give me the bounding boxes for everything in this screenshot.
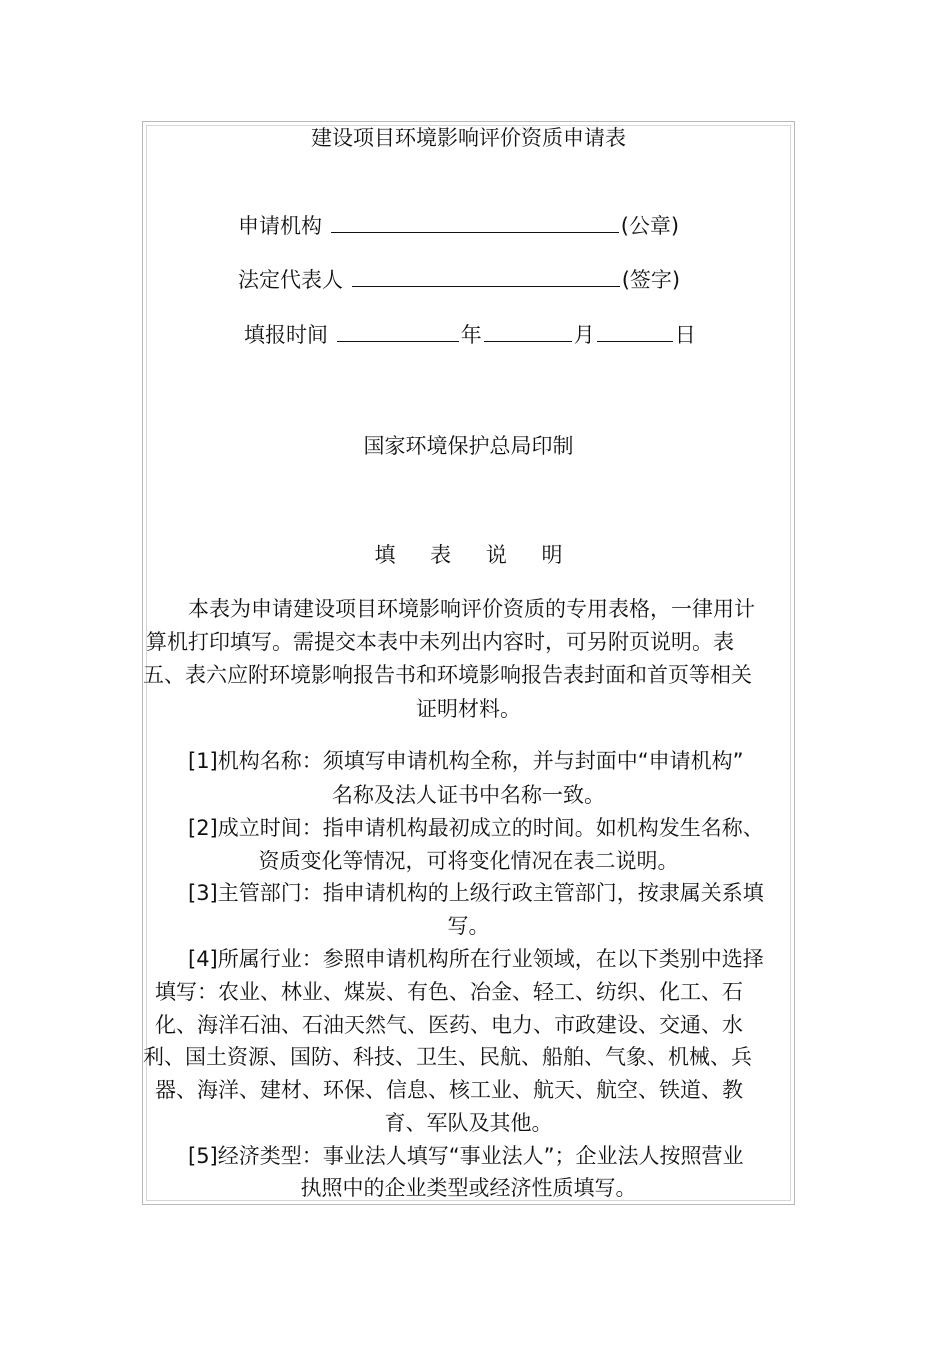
representative-suffix: (签字)	[621, 268, 681, 292]
day-label: 日	[674, 323, 696, 347]
item-line-14: 执照中的企业类型或经济性质填写。	[300, 1176, 637, 1200]
item-line-4: 资质变化等情况，可将变化情况在表二说明。	[258, 849, 679, 873]
item-line-2: 名称及法人证书中名称一致。	[332, 783, 605, 807]
intro-line-1: 本表为申请建设项目环境影响评价资质的专用表格，一律用计	[188, 597, 755, 621]
year-blank[interactable]	[337, 323, 459, 342]
day-blank[interactable]	[597, 323, 673, 342]
representative-blank[interactable]	[352, 268, 620, 287]
applicant-blank[interactable]	[331, 214, 619, 233]
date-label: 填报时间	[244, 323, 328, 347]
applicant-label: 申请机构	[238, 214, 322, 238]
date-row	[244, 321, 696, 349]
item-line-7: [4]所属行业：参照申请机构所在行业领域，在以下类别中选择	[188, 947, 764, 971]
item-line-12: 育、军队及其他。	[384, 1111, 553, 1135]
publisher: 国家环境保护总局印制	[363, 434, 574, 458]
item-line-3: [2]成立时间：指申请机构最初成立的时间。如机构发生名称、	[188, 816, 764, 840]
year-label: 年	[460, 323, 482, 347]
representative-row	[238, 266, 680, 294]
item-line-1: [1]机构名称：须填写申请机构全称，并与封面中“申请机构”	[188, 749, 744, 773]
applicant-suffix: (公章)	[620, 214, 680, 238]
month-blank[interactable]	[484, 323, 572, 342]
instructions-heading: 填 表 说 明	[374, 543, 577, 567]
intro-line-2: 算机打印填写。需提交本表中未列出内容时，可另附页说明。表	[146, 630, 734, 654]
intro-line-3: 五、表六应附环境影响报告书和环境影响报告表封面和首页等相关	[143, 663, 752, 687]
item-line-13: [5]经济类型：事业法人填写“事业法人”；企业法人按照营业	[188, 1144, 744, 1168]
item-line-10: 利、国土资源、国防、科技、卫生、民航、船舶、气象、机械、兵	[143, 1045, 752, 1069]
item-line-8: 填写：农业、林业、煤炭、有色、冶金、轻工、纺织、化工、石	[155, 980, 743, 1004]
item-line-6: 写。	[447, 914, 490, 938]
item-line-5: [3]主管部门：指申请机构的上级行政主管部门，按隶属关系填	[188, 881, 764, 905]
item-line-11: 器、海洋、建材、环保、信息、核工业、航天、航空、铁道、教	[155, 1078, 743, 1102]
month-label: 月	[573, 323, 595, 347]
document-title: 建设项目环境影响评价资质申请表	[311, 126, 626, 150]
representative-label: 法定代表人	[238, 268, 343, 292]
applicant-row	[238, 212, 679, 240]
intro-line-4: 证明材料。	[416, 697, 521, 721]
item-line-9: 化、海洋石油、石油天然气、医药、电力、市政建设、交通、水	[155, 1013, 743, 1037]
